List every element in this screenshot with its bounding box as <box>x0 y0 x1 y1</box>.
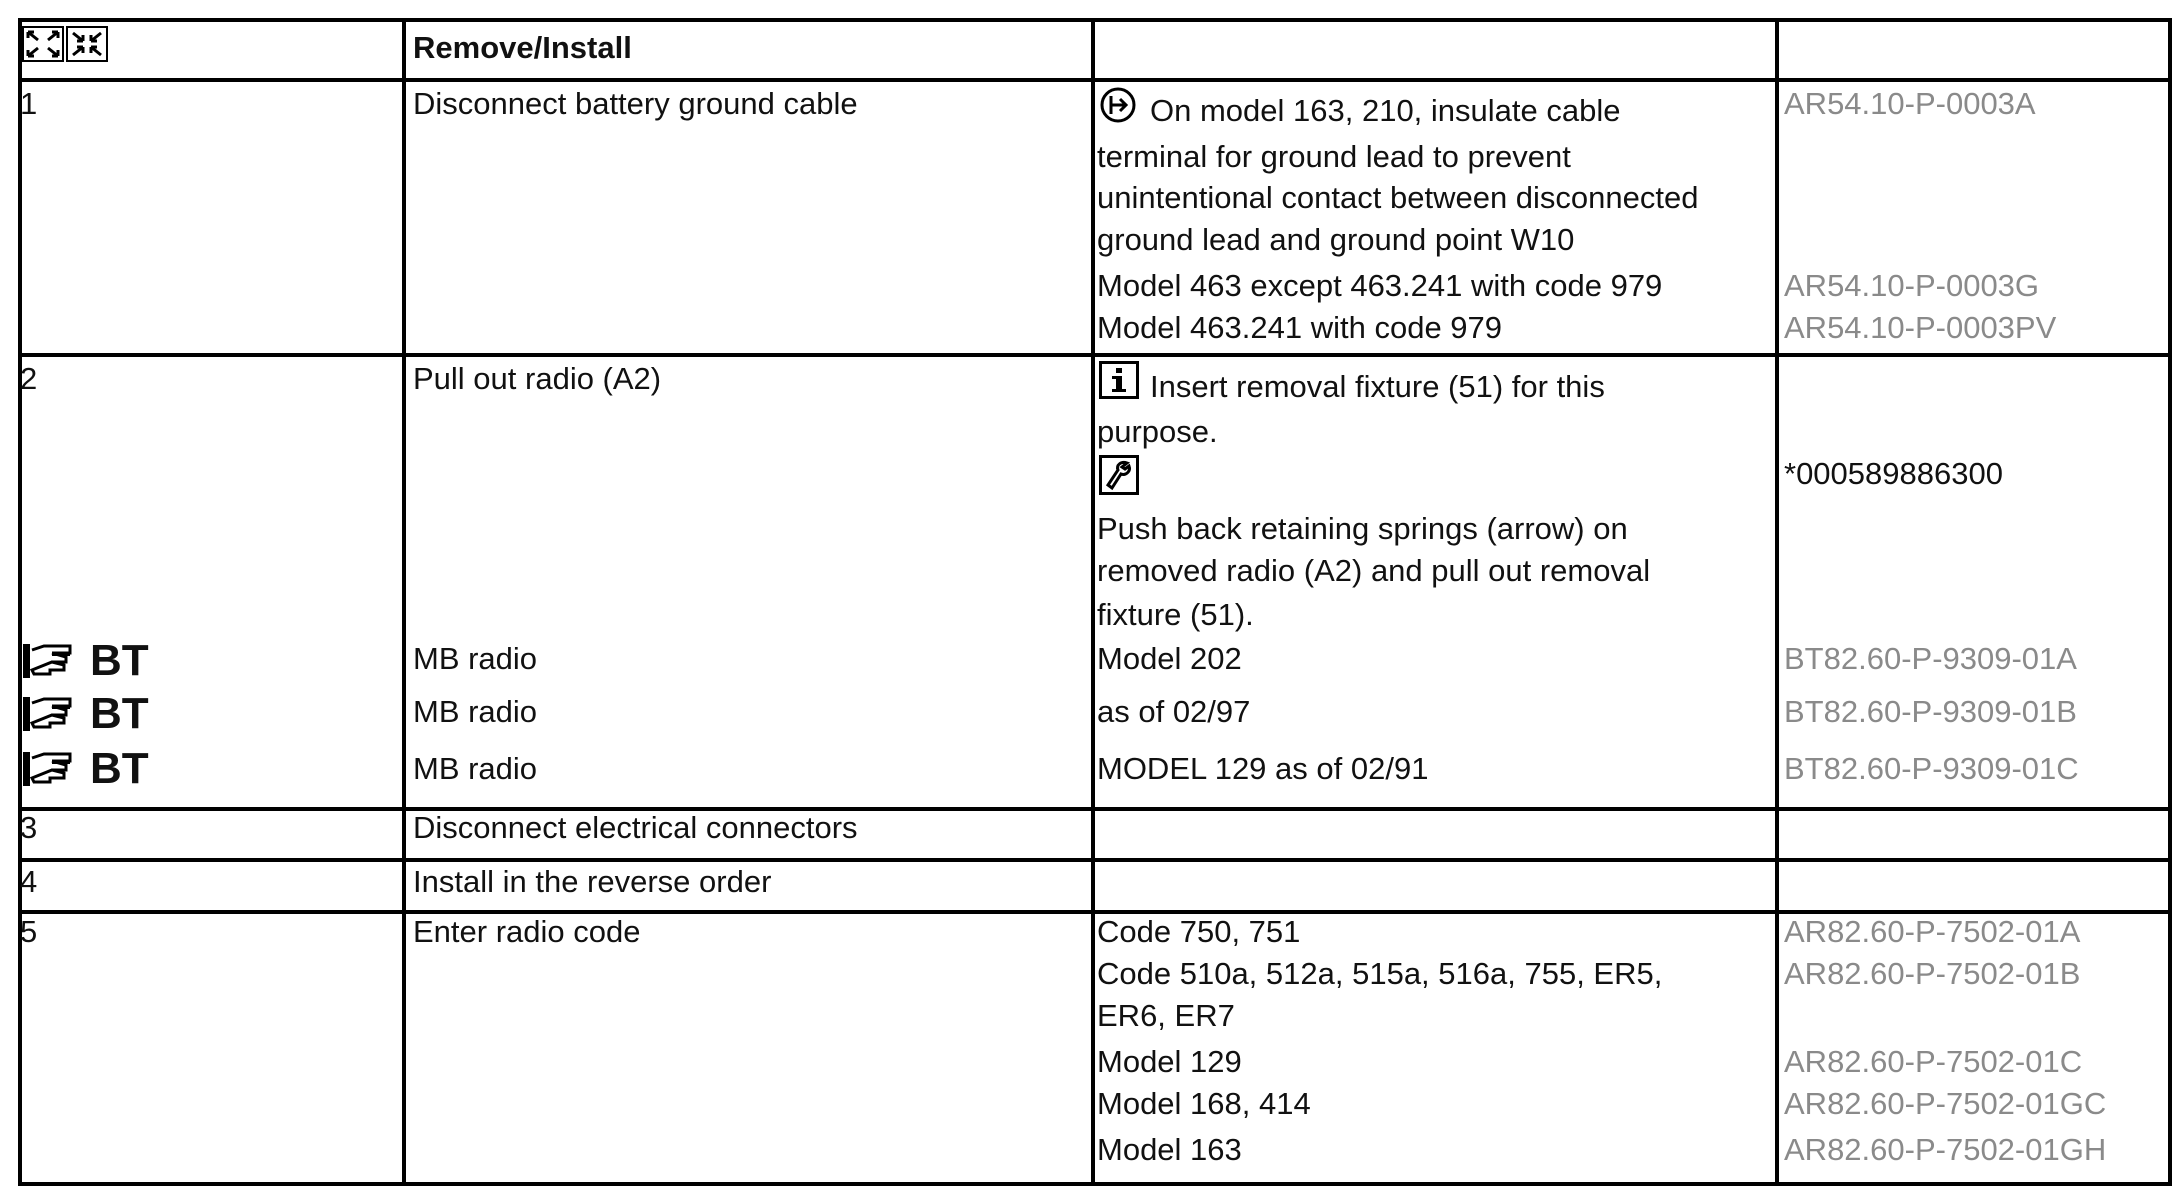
sub-item: Model 129 <box>1097 1044 1242 1079</box>
reference-link[interactable]: AR82.60-P-7502-01B <box>1784 956 2081 991</box>
bt-text: Model 202 <box>1097 641 1242 676</box>
collapse-icon[interactable] <box>66 26 108 67</box>
pointing-hand-icon <box>22 640 84 687</box>
info-icon <box>1099 361 1139 404</box>
reference-link[interactable]: AR54.10-P-0003PV <box>1784 310 2057 345</box>
reference-link[interactable]: AR54.10-P-0003A <box>1784 86 2036 121</box>
row-divider <box>18 353 2172 357</box>
row-divider <box>18 807 2172 811</box>
row-divider <box>18 858 2172 862</box>
note-line: terminal for ground lead to prevent <box>1097 139 1571 174</box>
table-border-top <box>18 18 2172 22</box>
tool-icon <box>1099 455 1139 500</box>
step-number: 1 <box>20 86 38 121</box>
step-action: Install in the reverse order <box>413 864 772 899</box>
reference-link[interactable]: BT82.60-P-9309-01C <box>1784 751 2079 786</box>
step-action: Pull out radio (A2) <box>413 361 662 396</box>
bt-action: MB radio <box>413 641 538 676</box>
step-action: Disconnect electrical connectors <box>413 810 858 845</box>
bt-action: MB radio <box>413 694 538 729</box>
sub-item: Code 510a, 512a, 515a, 516a, 755, ER5, <box>1097 956 1663 991</box>
reference-link[interactable]: AR82.60-P-7502-01C <box>1784 1044 2083 1079</box>
reference-link[interactable]: AR82.60-P-7502-01GC <box>1784 1086 2107 1121</box>
sub-item: Model 463 except 463.241 with code 979 <box>1097 268 1663 303</box>
bt-text: as of 02/97 <box>1097 694 1251 729</box>
column-divider <box>402 18 406 1186</box>
note-line: On model 163, 210, insulate cable <box>1150 93 1621 128</box>
caution-icon <box>1099 86 1137 129</box>
expand-icon[interactable] <box>22 26 64 67</box>
step-action: Enter radio code <box>413 914 641 949</box>
reference-link[interactable]: AR82.60-P-7502-01GH <box>1784 1132 2107 1167</box>
note-line: fixture (51). <box>1097 597 1254 632</box>
table-border-bottom <box>18 1182 2172 1186</box>
column-divider <box>1091 18 1095 1186</box>
bt-text: MODEL 129 as of 02/91 <box>1097 751 1429 786</box>
note-line: Push back retaining springs (arrow) on <box>1097 511 1628 546</box>
info-line: purpose. <box>1097 414 1218 449</box>
bt-label: BT <box>90 744 149 793</box>
sub-item: Model 168, 414 <box>1097 1086 1311 1121</box>
sub-item: Code 750, 751 <box>1097 914 1301 949</box>
table-border-left <box>18 18 22 1186</box>
step-number: 4 <box>20 864 38 899</box>
page-title: Remove/Install <box>413 30 632 65</box>
bt-action: MB radio <box>413 751 538 786</box>
sub-item: Model 163 <box>1097 1132 1242 1167</box>
row-divider <box>18 78 2172 82</box>
tool-reference[interactable]: *000589886300 <box>1784 456 2003 491</box>
reference-link[interactable]: AR54.10-P-0003G <box>1784 268 2040 303</box>
step-number: 5 <box>20 914 38 949</box>
note-line: ground lead and ground point W10 <box>1097 222 1575 257</box>
step-action: Disconnect battery ground cable <box>413 86 858 121</box>
pointing-hand-icon <box>22 693 84 740</box>
note-line: removed radio (A2) and pull out removal <box>1097 553 1651 588</box>
step-number: 2 <box>20 361 38 396</box>
info-line: Insert removal fixture (51) for this <box>1150 369 1605 404</box>
reference-link[interactable]: BT82.60-P-9309-01B <box>1784 694 2077 729</box>
bt-label: BT <box>90 689 149 738</box>
column-divider <box>1775 18 1779 1186</box>
step-number: 3 <box>20 810 38 845</box>
sub-item: Model 463.241 with code 979 <box>1097 310 1503 345</box>
reference-link[interactable]: AR82.60-P-7502-01A <box>1784 914 2081 949</box>
sub-item: ER6, ER7 <box>1097 998 1235 1033</box>
bt-label: BT <box>90 636 149 685</box>
reference-link[interactable]: BT82.60-P-9309-01A <box>1784 641 2077 676</box>
pointing-hand-icon <box>22 748 84 795</box>
note-line: unintentional contact between disconnected <box>1097 180 1699 215</box>
table-border-right <box>2168 18 2172 1186</box>
